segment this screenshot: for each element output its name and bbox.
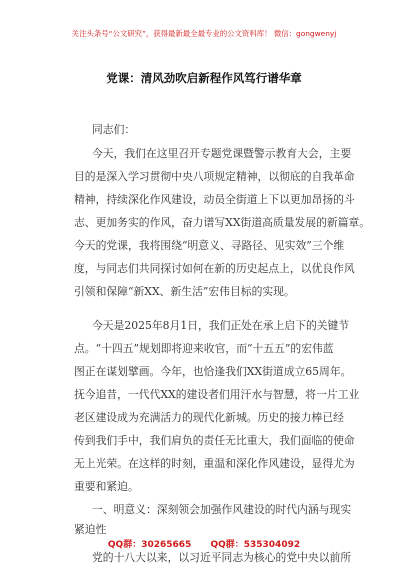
body-line: 老区建设成为充满活力的现代化新城。历史的接力棒已经: [74, 411, 344, 424]
document-title: 党课：清风劲吹启新程作风笃行谱华章: [106, 71, 302, 85]
body-line: 抚今追昔，一代代XX的建设者们用汗水与智慧，将一片工业: [74, 388, 360, 401]
body-line: 精神，持续深化作风建设，动员全街道上下以更加昂扬的斗: [74, 193, 355, 206]
footer-contact: [0, 537, 408, 550]
body-line: 重要和紧迫。: [74, 480, 139, 493]
section-heading-cont: 紧迫性: [74, 523, 107, 536]
body-line: 引领和保障“新XX、新生活”宏伟目标的实现。: [74, 285, 295, 298]
qq-group-2: QQ群：535304092: [210, 540, 301, 550]
body-line: 今天的党课，我将围绕“明意义、寻路径、见实效”三个维: [74, 239, 345, 252]
body-line: 点。“十四五”规划即将迎来收官，而“十五五”的宏伟蓝: [74, 342, 334, 355]
body-line: 度，与同志们共同探讨如何在新的历史起点上，以优良作风: [74, 262, 355, 275]
body-line: 今天是2025年8月1日，我们正处在承上启下的关键节: [92, 319, 350, 332]
qq-group-1: QQ群：30265665: [107, 540, 192, 550]
body-line: 无上光荣。在这样的时刻，重温和深化作风建设，显得尤为: [74, 457, 355, 470]
body-line: 传到我们手中，我们肩负的责任无比重大，我们面临的使命: [74, 434, 355, 447]
header-banner: 关注头条号“公文研究”，获得最新最全最专业的公文资料库！ 微信：gongwenyj: [71, 29, 337, 38]
salutation: 同志们：: [92, 123, 136, 136]
section-heading: 一、明意义：深刻领会加强作风建设的时代内涵与现实: [92, 503, 352, 516]
body-line: 今天，我们在这里召开专题党课暨警示教育大会，主要: [92, 147, 352, 160]
body-line: 党的十八大以来，以习近平同志为核心的党中央以前所: [92, 551, 352, 564]
body-line: 图正在谋划擘画。今年，也恰逢我们XX街道成立65周年。: [74, 365, 352, 378]
body-line: 志、更加务实的作风，奋力谱写XX街道高质量发展的新篇章。: [74, 216, 371, 229]
body-line: 目的是深入学习贯彻中央八项规定精神，以彻底的自我革命: [74, 170, 355, 183]
